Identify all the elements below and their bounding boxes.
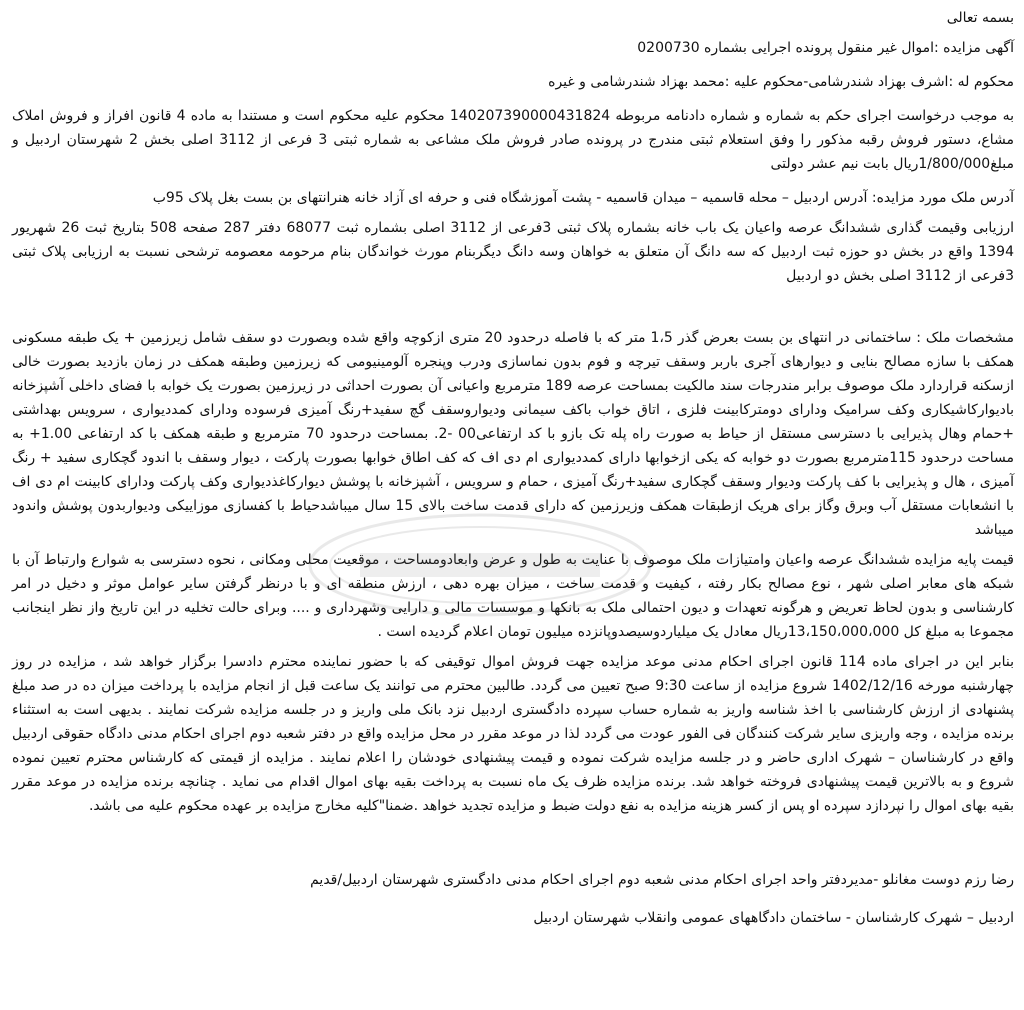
intro-paragraph: به موجب درخواست اجرای حکم به شماره و شماره دادنامه مربوطه 140207390000431824 محکوم علیه محکوم است و مستندا به ماده 4 قانون افراز و فروش املاک مشاع، دستور فروش رقبه مذکور را وفق استعلام ثبتی مندرج در پرونده صادر فروش ملک مشاعی به شماره ثبتی 3 فرعی از 3112 اصلی بخش 2 شهرستان اردبیل و مبلغ1/800/000ریال بابت نیم عشر دولتی (12, 108, 1014, 172)
valuation-paragraph: ارزیابی وقیمت گذاری ششدانگ عرصه واعیان یک باب خانه بشماره پلاک ثبتی 3فرعی از 3112 اصلی بشماره ثبت 68077 دفتر 287 صفحه 508 بتاریخ ثبت 26 شهریور 1394 واقع در بخش دو حوزه ثبت اردبیل که سه دانگ آن متعلق به خواهان وسه دانگ دیگربنام مورث خواندگان بنام مرحومه معصومه ترشحی نسبت به ارزیابی پلاک ثبتی 3فرعی از 3112 اصلی بخش دو اردبیل (12, 220, 1014, 284)
footer-address: اردبیل – شهرک کارشناسان - ساختمان دادگاههای عمومی وانقلاب شهرستان اردبیل (533, 910, 1014, 926)
base-price-paragraph: قیمت پایه مزایده ششدانگ عرصه واعیان وامتیازات ملک موصوف با عنایت به طول و عرض وابعادومساحت ، موقعیت محلی ومکانی ، نحوه دسترسی به شوارع وارتباط آن با شبکه های معابر اصلی شهر ، نوع مصالح بکار رفته ، کیفیت و قدمت ساخت ، میزان بهره دهی ، ارزش منطقه ای و با درنظر گرفتن سایر عوامل موثر و دخیل در امر کارشناسی و بدون لحاظ تعریض و هرگونه تعهدات و دیون احتمالی ملک به بانکها و موسسات مالی و دارایی وشهرداری و .... وبرای حالت تخلیه در این تاریخ واز نظر اینجانب مجموعا به مبلغ کل 13،150،000،000ریال معادل یک میلیاردوسیصدوپانزده میلیون تومان اعلام گردیده است . (12, 552, 1014, 640)
signature-line: رضا رزم دوست مغانلو -مدیردفتر واحد اجرای احکام مدنی شعبه دوم اجرای احکام مدنی دادگستری شهرستان اردبیل/قدیم (310, 872, 1014, 888)
parties-line: محکوم له :اشرف بهزاد شندرشامی-محکوم علیه :محمد بهزاد شندرشامی و غیره (548, 74, 1014, 90)
notice-title: آگهی مزایده :اموال غیر منقول پرونده اجرایی بشماره 0200730 (637, 40, 1014, 56)
property-address: آدرس ملک مورد مزایده: آدرس اردبیل – محله قاسمیه – میدان قاسمیه - پشت آموزشگاه فنی و حرفه ای آزاد خانه هنرانتهای بن بست بغل پلاک 95ب (152, 190, 1014, 206)
auction-terms-paragraph: بنابر این در اجرای ماده 114 قانون اجرای احکام مدنی موعد مزایده جهت فروش اموال توقیفی که با حضور نماینده محترم دادسرا برگزار خواهد شد ، مزایده در روز چهارشنبه مورخه 1402/12/16 شروع مزایده از ساعت 9:30 صبح تعیین می گردد. طالبین محترم می توانند یک ساعت قبل از انجام مزایده با پرداخت میزان ده در صد مبلغ پشنهادی از ارزش کارشناسی با اخذ شناسه واریز به شماره حساب سپرده دادگستری اردبیل نزد بانک ملی واریز و در جلسه مزایده شرکت نمایند . بدیهی است به استثناء برنده مزایده ، وجه واریزی سایر شرکت کنندگان فی الفور عودت می گردد لذا در موعد مقرر در محل مزایده واقع در دفتر شعبه دوم اجرای احکام مدنی دادگاه حقوقی اردبیل واقع در کارشناسان – شهرک اداری حاضر و در جلسه مزایده شرکت نموده و قیمت پیشنهادی خودشان را اعلام نمایند . مزایده از قیمتی که کارشناس محترم تعیین نموده شروع و به بالاترین قیمت پیشنهادی فروخته خواهد شد. برنده مزایده ظرف یک ماه نسبت به پرداخت بقیه بهای اموال اقدام می نماید . چنانچه برنده مزایده در موعد مقرر بقیه بهای اموال را نپردازد سپرده او پس از کسر هزینه مزایده به نفع دولت ضبط و مزایده تجدید خواهد .ضمنا"کلیه مخارج مزایده بر عهده محکوم علیه می باشد. (12, 654, 1015, 814)
heading: بسمه تعالی (946, 10, 1014, 26)
property-specs-paragraph: مشخصات ملک : ساختمانی در انتهای بن بست بعرض گذر 1،5 متر که با فاصله درحدود 20 متری ازکوچه واقع شده وبصورت دو سقف شامل زیرزمین + یک طبقه مسکونی همکف با سازه مصالح بنایی و دیوارهای آجری باربر وسقف تیرچه و فوم بدون نماسازی ودرب وپنجره آلومینیومی که زیرزمین وطبقه همکف در زمان بازدید بصورت خالی ازسکنه قراردارد ملک موصوف برابر مندرجات سند مالکیت بمساحت عرصه 189 مترمربع واعیانی آن بصورت احداثی در زیرزمین بصورت یک خوابه با فضای داخلی آشپزخانه بادیوارکاشیکاری وکف سرامیک ودارای دومترکابینت فلزی ، اتاق خواب باکف سیمانی ودیواروسقف گچ سفید+رنگ آمیزی فرسوده ودارای کمددیواری ، سرویس بهداشتی +حمام وهال پذیرایی با دسترسی مستقل از حیاط به صورت راه پله تک بازو با کد ارتفاعی00 -2. بمساحت درحدود 70 مترمربع و طبقه همکف با کد ارتفاعی 1.00+ به مساحت درحدود 115مترمربع بصورت دو خوابه که یکی ازخوابها دارای کمددیواری ام دی اف که کف اطاق خوابها بصورت پارکت ، دیوار وسقف با اندود گچکاری سفید + رنگ آمیزی ، هال و پذیرایی با کف پارکت ودیوار وسقف گچکاری سفید+رنگ آمیزی ، حمام و سرویس ، آشپزخانه با پوشش دیوارکاغذدیواری وکف پارکت ودارای کابینت ام دی اف با انشعابات مستقل آب وبرق وگاز برای هریک ازطبقات همکف وزیرزمین که دارای قدمت ساخت بالای 15 سال میباشدحیاط با کفسازی موزاییکی ودیواربدون پوشش واندود میباشد (12, 330, 1015, 538)
